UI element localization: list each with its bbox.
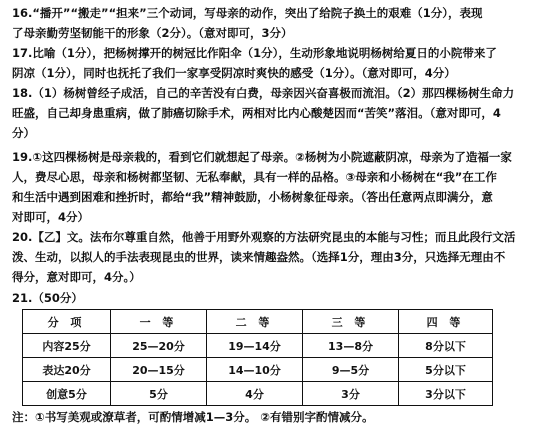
table-row xyxy=(23,358,493,382)
answer-19-line-3: 和生活中遇到困难和挫折时，都给“我”精神鼓励，小杨树象征母亲。（答出任意两点即满分，意 xyxy=(12,190,493,204)
answer-19-line-2: 人，费尽心思，母亲和杨树都坚韧、无私奉献，具有一样的品格。③母亲和小杨树在“我”在工作 xyxy=(12,170,497,184)
table-cell: 9—5分 xyxy=(303,358,399,382)
answer-20-line-1: 20.【乙】文。法布尔尊重自然，他善于用野外观察的方法研究昆虫的本能与习性；而且此段行文活 xyxy=(12,230,516,244)
table-cell: 内容25分 xyxy=(23,334,111,358)
answer-18-line-1: 18.（1）杨树曾经子成活，自己的辛苦没有白费，母亲因兴奋喜极而流泪。（2）那四棵杨树生命力 xyxy=(12,86,515,100)
table-cell: 5分 xyxy=(111,382,207,406)
table-cell: 25—20分 xyxy=(111,334,207,358)
header-grade-1: 一 等 xyxy=(111,310,207,334)
table-cell: 19—14分 xyxy=(207,334,303,358)
table-cell: 5分以下 xyxy=(399,358,493,382)
answer-18-line-2: 旺盛，自己却身患重病，做了肺癌切除手术，两相对比内心酸楚因而“苦笑”落泪。（意对即可，4 xyxy=(12,106,501,120)
answer-16-line-1: 16.“播开”“搬走”“担来”三个动词，写母亲的动作，突出了给院子换土的艰难（1分），表现 xyxy=(12,6,483,20)
answer-20-line-2: 泼、生动，以拟人的手法表现昆虫的世界，读来情趣盎然。（选择1分，理由3分，只选择无理由不 xyxy=(12,250,506,264)
table-cell: 13—8分 xyxy=(303,334,399,358)
grading-note: 注：①书写美观或潦草者，可酌情增减1—3分。 ②有错别字酌情减分。 xyxy=(12,410,374,424)
table-cell: 3分 xyxy=(303,382,399,406)
table-row xyxy=(23,334,493,358)
table-header-row xyxy=(23,310,493,334)
answer-18-line-3: 分） xyxy=(12,126,35,140)
answer-17-line-2: 阴凉（1分），同时也抚托了我们一家享受阴凉时爽快的感受（1分）。（意对即可，4分） xyxy=(12,66,456,80)
table-cell: 表达20分 xyxy=(23,358,111,382)
header-grade-2: 二 等 xyxy=(207,310,303,334)
table-row xyxy=(23,382,493,406)
table-cell: 创意5分 xyxy=(23,382,111,406)
answer-16-line-2: 了母亲勤劳坚韧能干的形象（2分）。（意对即可，3分） xyxy=(12,26,293,40)
table-cell: 8分以下 xyxy=(399,334,493,358)
scoring-rubric-table xyxy=(22,309,493,406)
table-cell: 14—10分 xyxy=(207,358,303,382)
answer-20-line-3: 得分，意对即可，4分。） xyxy=(12,270,141,284)
answer-21-heading: 21.（50分） xyxy=(12,291,83,305)
answer-19-line-1: 19.①这四棵杨树是母亲栽的，看到它们就想起了母亲。②杨树为小院遮蔽阴凉，母亲为了造福一家 xyxy=(12,150,512,164)
answer-17-line-1: 17.比喻（1分），把杨树撑开的树冠比作阳伞（1分），生动形象地说明杨树给夏日的小院带来了 xyxy=(12,46,497,60)
table-cell: 4分 xyxy=(207,382,303,406)
header-category: 分 项 xyxy=(23,310,111,334)
header-grade-3: 三 等 xyxy=(303,310,399,334)
answer-19-line-4: 对即可，4分） xyxy=(12,210,90,224)
table-cell: 3分以下 xyxy=(399,382,493,406)
table-cell: 20—15分 xyxy=(111,358,207,382)
header-grade-4: 四 等 xyxy=(399,310,493,334)
